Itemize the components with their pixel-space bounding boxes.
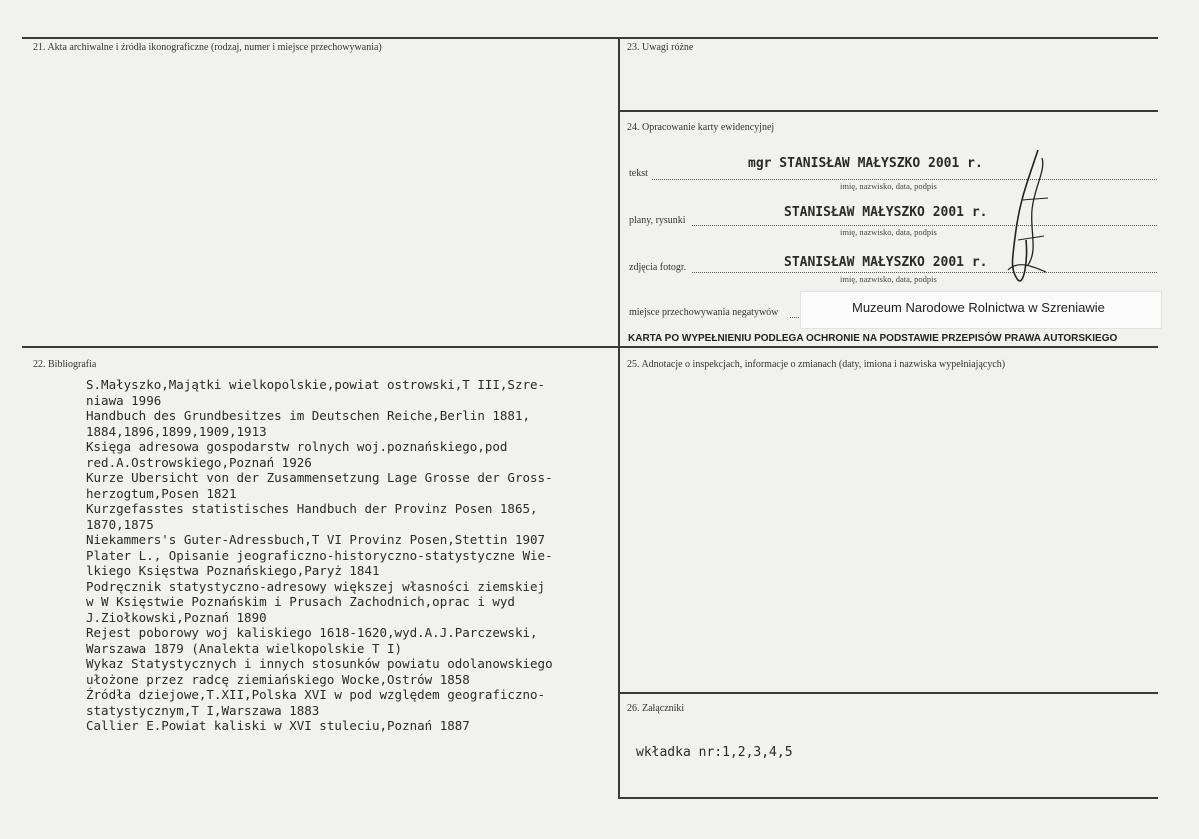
bibliography-line: w W Księstwie Poznańskim i Prusach Zachodnich,oprac i wyd <box>86 594 515 609</box>
bibliography-line: Handbuch des Grundbesitzes im Deutschen Reiche,Berlin 1881, <box>86 408 531 423</box>
plany-dotted-line <box>692 225 1157 226</box>
top-border <box>22 37 1158 39</box>
tekst-sub-caption: imię, nazwisko, data, podpis <box>840 181 937 191</box>
s23-title: 23. Uwagi różne <box>627 42 694 53</box>
bibliography-line: Źródła dziejowe,T.XII,Polska XVI w pod względem geograficzno- <box>86 687 546 702</box>
s24-title: 24. Opracowanie karty ewidencyjnej <box>627 122 775 133</box>
bibliography-line: niawa 1996 <box>86 392 162 408</box>
bibliography-line: Kurzgefasstes statistisches Handbuch der Provinz Posen 1865, <box>86 501 538 516</box>
zdjecia-dotted-line <box>692 272 1157 273</box>
zdjecia-sub-caption: imię, nazwisko, data, podpis <box>840 274 937 284</box>
signature-image <box>998 140 1060 290</box>
bibliography-line: Księga adresowa gospodarstw rolnych woj.poznańskiego,pod <box>86 439 508 454</box>
bibliography-line: Plater L., Opisanie jeograficzno-historyczno-statystyczne Wie- <box>86 547 553 563</box>
bibliography-line: S.Małyszko,Majątki wielkopolskie,powiat ostrowski,T III,Szre- <box>86 377 546 392</box>
s22-title: 22. Bibliografia <box>33 359 97 370</box>
s25-bottom-border <box>620 692 1158 694</box>
tekst-label: tekst <box>629 168 648 179</box>
bibliography-line: Niekammers's Guter-Adressbuch,T VI Provinz Posen,Stettin 1907 <box>86 532 546 547</box>
bibliography-line: Kurze Ubersicht von der Zusammensetzung Lage Grosse der Gross- <box>86 470 553 485</box>
center-divider <box>618 37 620 799</box>
plany-value: STANISŁAW MAŁYSZKO 2001 r. <box>784 205 988 220</box>
plany-label: plany, rysunki <box>629 215 686 226</box>
tekst-dotted-line <box>652 179 1157 180</box>
bibliography-list <box>86 377 616 734</box>
bibliography-line: Rejest poborowy woj kaliskiego 1618-1620,wyd.A.J.Parczewski, <box>86 625 538 640</box>
bottom-border-right <box>620 797 1158 799</box>
plany-sub-caption: imię, nazwisko, data, podpis <box>840 227 937 237</box>
s21-title: 21. Akta archiwalne i źródła ikonograficzne (rodzaj, numer i miejsce przechowywania) <box>33 42 382 53</box>
bibliography-line: ułożone przez radcę ziemiańskiego Wocke,Ostrów 1858 <box>86 671 470 687</box>
bibliography-line: herzogtum,Posen 1821 <box>86 485 237 501</box>
s26-title: 26. Załączniki <box>627 703 685 714</box>
bibliography-line: red.A.Ostrowskiego,Poznań 1926 <box>86 454 312 470</box>
bibliography-line: 1884,1896,1899,1909,1913 <box>86 423 267 439</box>
middle-border <box>22 346 1158 348</box>
zdjecia-value: STANISŁAW MAŁYSZKO 2001 r. <box>784 255 988 270</box>
bibliography-line: Podręcznik statystyczno-adresowy większej własności ziemskiej <box>86 578 546 594</box>
attachments-value: wkładka nr:1,2,3,4,5 <box>636 745 793 760</box>
copyright-notice: KARTA PO WYPEŁNIENIU PODLEGA OCHRONIE NA PODSTAWIE PRZEPISÓW PRAWA AUTORSKIEGO <box>628 333 1118 344</box>
bibliography-line: J.Ziołkowski,Poznań 1890 <box>86 609 267 625</box>
tekst-value: mgr STANISŁAW MAŁYSZKO 2001 r. <box>748 156 983 171</box>
s25-title: 25. Adnotacje o inspekcjach, informacje o zmianach (daty, imiona i nazwiska wypełniających) <box>627 359 1006 370</box>
bibliography-line: Callier E.Powiat kaliski w XVI stuleciu,Poznań 1887 <box>86 718 470 733</box>
bibliography-line: lkiego Księstwa Poznańskiego,Paryż 1841 <box>86 563 380 578</box>
bibliography-line: Warszawa 1879 (Analekta wielkopolskie T I) <box>86 640 403 656</box>
bibliography-line: Wykaz Statystycznych i innych stosunków powiatu odolanowskiego <box>86 656 553 671</box>
s23-bottom-border <box>620 110 1158 112</box>
miejsce-value: Muzeum Narodowe Rolnictwa w Szreniawie <box>852 300 1105 315</box>
bibliography-line: 1870,1875 <box>86 516 154 532</box>
bibliography-line: statystycznym,T I,Warszawa 1883 <box>86 702 320 718</box>
zdjecia-label: zdjęcia fotogr. <box>629 262 687 273</box>
miejsce-label: miejsce przechowywania negatywów <box>629 307 779 318</box>
